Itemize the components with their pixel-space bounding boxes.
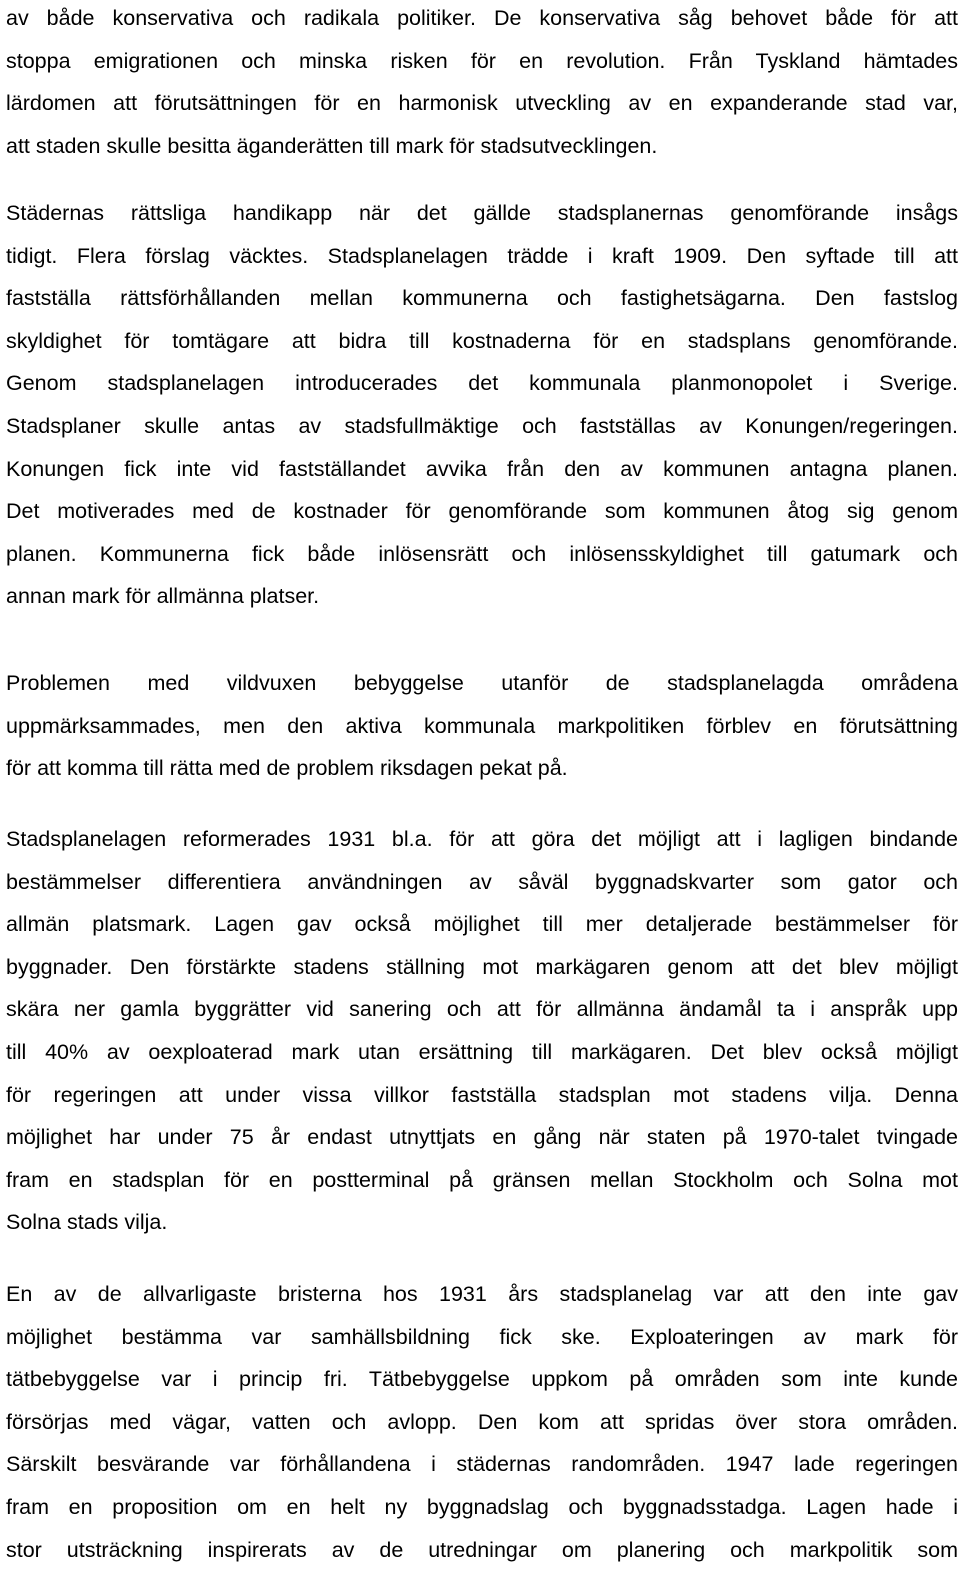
text-line: uppmärksammades, men den aktiva kommunala markpolitiken förblev en förutsättning: [6, 713, 958, 738]
paragraph-4: [6, 818, 958, 1244]
text-line: bestämmelser differentiera användningen av såväl byggnadskvarter som gator och: [6, 869, 958, 894]
text-line: att staden skulle besitta äganderätten till mark för stadsutvecklingen.: [6, 133, 658, 158]
text-line: Problemen med vildvuxen bebyggelse utanför de stadsplanelagda områdena: [6, 671, 958, 695]
text-line: byggnader. Den förstärkte stadens ställning mot markägaren genom att det blev möjligt: [6, 954, 958, 979]
paragraph-5: [6, 1273, 958, 1571]
paragraph-1: [6, 0, 958, 167]
text-line: Genom stadsplanelagen introducerades det kommunala planmonopolet i Sverige.: [6, 371, 958, 396]
text-line: Konungen fick inte vid fastställandet avvika från den av kommunen antagna planen.: [6, 456, 958, 481]
text-line: stor utsträckning inspirerats av de utredningar om planering och markpolitik som: [6, 1537, 958, 1562]
text-line: skyldighet för tomtägare att bidra till kostnaderna för en stadsplans genomförande.: [6, 328, 958, 353]
text-line: En av de allvarligaste bristerna hos 1931 års stadsplanelag var att den inte gav: [6, 1282, 958, 1306]
text-line: Stadsplanelagen reformerades 1931 bl.a. för att göra det möjligt att i lagligen bindande: [6, 827, 958, 851]
text-line: tätbebyggelse var i princip fri. Tätbebyggelse uppkom på områden som inte kunde: [6, 1367, 958, 1392]
text-line: allmän platsmark. Lagen gav också möjlighet till mer detaljerade bestämmelser för: [6, 912, 958, 937]
text-line: tidigt. Flera förslag väcktes. Stadsplanelagen trädde i kraft 1909. Den syftade till att: [6, 243, 958, 268]
text-line: fram en proposition om en helt ny byggnadslag och byggnadsstadga. Lagen hade i: [6, 1494, 958, 1519]
text-line: för regeringen att under vissa villkor fastställa stadsplan mot stadens vilja. Denna: [6, 1082, 958, 1107]
text-line: möjlighet har under 75 år endast utnyttjats en gång när staten på 1970-talet tvingade: [6, 1125, 958, 1150]
text-line: till 40% av oexploaterad mark utan ersättning till markägaren. Det blev också möjligt: [6, 1039, 958, 1064]
text-line: fram en stadsplan för en postterminal på gränsen mellan Stockholm och Solna mot: [6, 1167, 958, 1192]
text-line: Solna stads vilja.: [6, 1210, 168, 1235]
text-line: planen. Kommunerna fick både inlösensrätt och inlösensskyldighet till gatumark och: [6, 541, 958, 566]
paragraph-2: [6, 192, 958, 618]
text-line: Det motiverades med de kostnader för genomförande som kommunen åtog sig genom: [6, 499, 958, 524]
text-line: för att komma till rätta med de problem riksdagen pekat på.: [6, 756, 568, 781]
paragraph-3: [6, 662, 958, 790]
text-line: av både konservativa och radikala politiker. De konservativa såg behovet både för att: [6, 6, 958, 30]
text-line: Städernas rättsliga handikapp när det gällde stadsplanernas genomförande insågs: [6, 201, 958, 225]
text-line: Särskilt besvärande var förhållandena i städernas randområden. 1947 lade regeringen: [6, 1452, 958, 1477]
text-line: möjlighet bestämma var samhällsbildning fick ske. Exploateringen av mark för: [6, 1324, 958, 1349]
text-line: försörjas med vägar, vatten och avlopp. Den kom att spridas över stora områden.: [6, 1409, 958, 1434]
text-line: skära ner gamla byggrätter vid sanering och att för allmänna ändamål ta i anspråk upp: [6, 997, 958, 1022]
text-line: stoppa emigrationen och minska risken för en revolution. Från Tyskland hämtades: [6, 48, 958, 73]
text-line: lärdomen att förutsättningen för en harmonisk utveckling av en expanderande stad var,: [6, 91, 958, 116]
text-line: fastställa rättsförhållanden mellan kommunerna och fastighetsägarna. Den fastslog: [6, 286, 958, 311]
text-line: Stadsplaner skulle antas av stadsfullmäktige och fastställas av Konungen/regeringen.: [6, 413, 958, 438]
text-line: annan mark för allmänna platser.: [6, 584, 320, 609]
